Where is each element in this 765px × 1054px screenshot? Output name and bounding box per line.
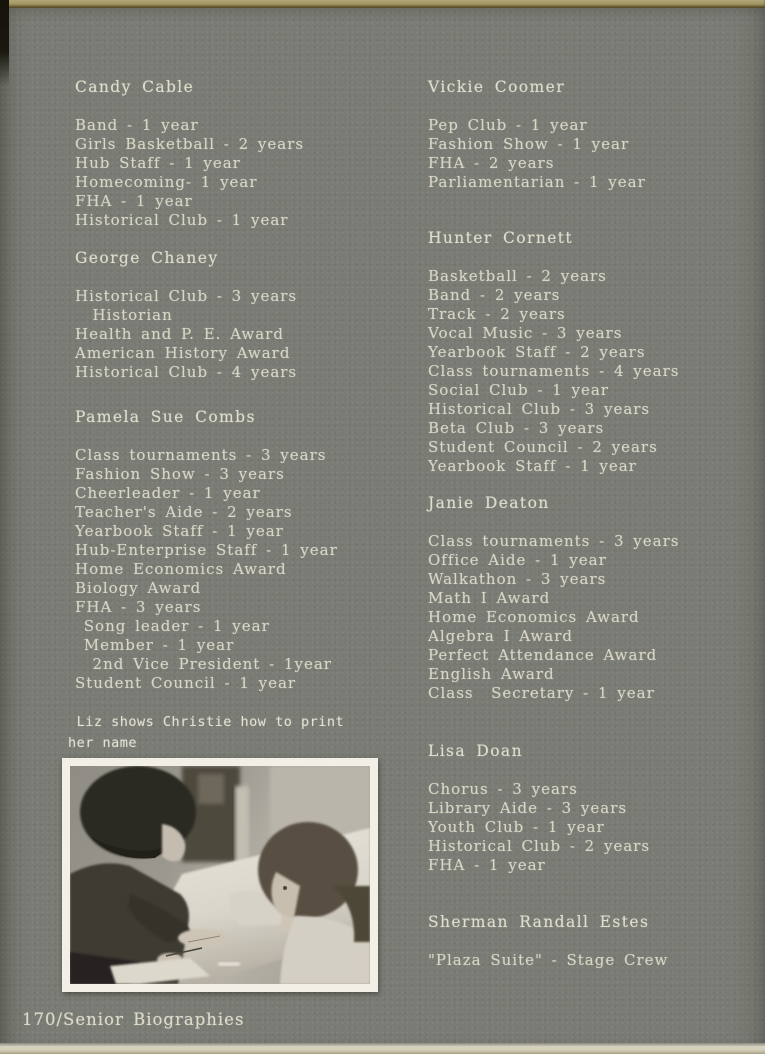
small-object-on-table	[218, 962, 240, 966]
activity-list	[428, 951, 668, 970]
activity-line: Class Secretary - 1 year	[428, 684, 655, 702]
activity-line: Chorus - 3 years	[428, 780, 578, 798]
activity-line: Walkathon - 3 years	[428, 570, 607, 588]
activity-line: Perfect Attendance Award	[428, 646, 658, 664]
student-name: Candy Cable	[75, 78, 195, 96]
photo-caption	[68, 712, 378, 754]
activity-line: Student Council - 2 years	[428, 438, 658, 456]
activity-line: Fashion Show - 3 years	[75, 465, 285, 483]
student-name: Janie Deaton	[428, 494, 550, 512]
activity-line: Historical Club - 3 years	[75, 287, 298, 305]
student-name: Lisa Doan	[428, 742, 523, 760]
activity-list	[428, 532, 679, 703]
bio-entry-candy-cable	[75, 78, 304, 230]
activity-line: Youth Club - 1 year	[428, 818, 605, 836]
activity-line: Girls Basketball - 2 years	[75, 135, 305, 153]
activity-line: Fashion Show - 1 year	[428, 135, 630, 153]
right-column	[428, 0, 758, 1054]
activity-list	[75, 446, 338, 693]
activity-line: Song leader - 1 year	[75, 617, 270, 635]
activity-line: Yearbook Staff - 1 year	[428, 457, 637, 475]
activity-list	[428, 780, 650, 875]
activity-list	[75, 116, 304, 230]
caption-line-2: her name	[68, 735, 138, 751]
activity-line: Home Economics Award	[428, 608, 640, 626]
activity-line: Track - 2 years	[428, 305, 566, 323]
activity-line: Parliamentarian - 1 year	[428, 173, 646, 191]
activity-line: English Award	[428, 665, 555, 683]
activity-line: FHA - 1 year	[428, 856, 546, 874]
activity-line: Basketball - 2 years	[428, 267, 607, 285]
page-footer: 170/Senior Biographies	[22, 1010, 245, 1029]
activity-line: Historical Club - 4 years	[75, 363, 298, 381]
activity-line: Class tournaments - 4 years	[428, 362, 680, 380]
activity-line: Class tournaments - 3 years	[428, 532, 680, 550]
activity-line: Health and P. E. Award	[75, 325, 284, 343]
activity-line: Homecoming- 1 year	[75, 173, 258, 191]
activity-line: Home Economics Award	[75, 560, 287, 578]
spine-shadow	[0, 0, 9, 86]
bio-entry-george-chaney	[75, 249, 297, 382]
activity-line: Hub Staff - 1 year	[75, 154, 241, 172]
caption-line-1: Liz shows Christie how to print	[68, 714, 345, 730]
activity-line: Hub-Enterprise Staff - 1 year	[75, 541, 338, 559]
activity-line: Member - 1 year	[75, 636, 235, 654]
activity-list	[75, 287, 297, 382]
photo	[62, 758, 378, 992]
activity-line: FHA - 3 years	[75, 598, 202, 616]
photo-illustration	[70, 766, 370, 984]
activity-line: FHA - 1 year	[75, 192, 193, 210]
activity-line: Algebra I Award	[428, 627, 573, 645]
right-student-eye	[283, 886, 287, 890]
student-name: Hunter Cornett	[428, 229, 574, 247]
activity-line: 2nd Vice President - 1year	[75, 655, 332, 673]
activity-line: Vocal Music - 3 years	[428, 324, 623, 342]
activity-line: Historical Club - 1 year	[75, 211, 289, 229]
activity-line: Teacher's Aide - 2 years	[75, 503, 293, 521]
left-student-hand	[178, 929, 226, 947]
activity-line: Beta Club - 3 years	[428, 419, 605, 437]
bio-entry-vickie-coomer	[428, 78, 646, 192]
activity-line: Historical Club - 2 years	[428, 837, 651, 855]
bio-entry-lisa-doan	[428, 742, 650, 875]
activity-line: "Plaza Suite" - Stage Crew	[428, 951, 669, 969]
student-name: Vickie Coomer	[428, 78, 566, 96]
bio-entry-sherman-randall-estes	[428, 913, 668, 970]
activity-line: FHA - 2 years	[428, 154, 555, 172]
activity-line: Yearbook Staff - 2 years	[428, 343, 646, 361]
activity-line: Office Aide - 1 year	[428, 551, 607, 569]
background-edge	[235, 786, 249, 866]
activity-line: Social Club - 1 year	[428, 381, 609, 399]
activity-line: Band - 2 years	[428, 286, 561, 304]
activity-line: Math I Award	[428, 589, 551, 607]
activity-line: American History Award	[75, 344, 291, 362]
bio-entry-pamela-sue-combs	[75, 408, 338, 693]
student-name: Pamela Sue Combs	[75, 408, 256, 426]
activity-line: Student Council - 1 year	[75, 674, 297, 692]
activity-list	[428, 267, 679, 476]
activity-line: Band - 1 year	[75, 116, 199, 134]
activity-line: Historian	[75, 306, 173, 324]
activity-line: Historical Club - 3 years	[428, 400, 651, 418]
bio-entry-hunter-cornett	[428, 229, 679, 476]
right-student-hair	[258, 822, 358, 918]
student-name: Sherman Randall Estes	[428, 913, 650, 931]
activity-line: Pep Club - 1 year	[428, 116, 588, 134]
activity-line: Library Aide - 3 years	[428, 799, 628, 817]
student-name: George Chaney	[75, 249, 219, 267]
activity-line: Yearbook Staff - 1 year	[75, 522, 284, 540]
bio-entry-janie-deaton	[428, 494, 679, 703]
background-highlight	[198, 774, 224, 804]
activity-line: Class tournaments - 3 years	[75, 446, 327, 464]
activity-list	[428, 116, 646, 192]
activity-line: Cheerleader - 1 year	[75, 484, 261, 502]
activity-line: Biology Award	[75, 579, 202, 597]
